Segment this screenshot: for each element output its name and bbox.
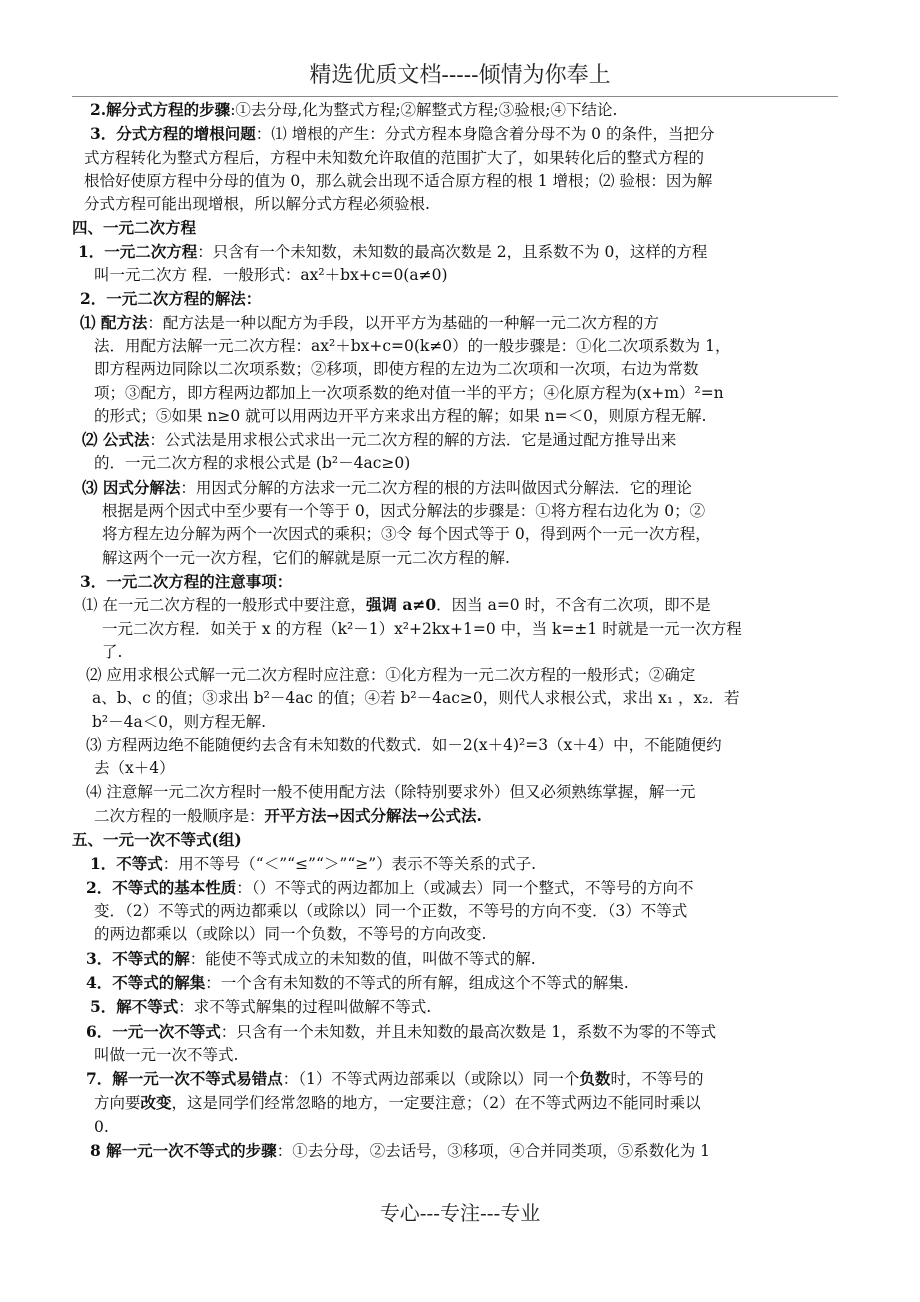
linear-inequality-text-1: ：只含有一个未知数，并且未知数的最高次数是 1，系数不为零的不等式 [220, 1022, 717, 1041]
inequality-solution-text: ：能使不等式成立的未知数的值，叫做不等式的解. [189, 949, 536, 968]
linear-inequality-line-2: 叫做一元一次不等式. [94, 1045, 239, 1064]
note-3-line-2: 去（x＋4） [94, 759, 175, 778]
solving-steps-label: 8 解一元一次不等式的步骤 [90, 1141, 277, 1161]
extraneous-roots-label: 3．分式方程的增根问题 [90, 124, 256, 144]
extraneous-roots-line-1 [90, 122, 920, 146]
quadratic-def-text-1: ：只含有一个未知数，未知数的最高次数是 2，且系数不为 0，这样的方程 [197, 242, 708, 261]
note-2-line-3: b²－4a＜0，则方程无解. [92, 712, 267, 731]
extraneous-roots-line-2: 式方程转化为整式方程后，方程中未知数允许取值的范围扩大了，如果转化后的整式方程的 [84, 148, 705, 167]
common-errors-text-2-post: ，这是同学们经常忽略的地方，一定要注意；（2）在不等式两边不能同时乘以 [171, 1094, 701, 1113]
formula-method-text-1: ：公式法是用求根公式求出一元二次方程的解的方法．它是通过配方推导出来 [149, 431, 677, 450]
completing-square-line-5: 的形式；⑤如果 n≥0 就可以用两边开平方来求出方程的解；如果 n=＜0，则原方程无解. [94, 406, 707, 425]
inequality-properties-line-2: 变．（2）不等式的两边都乘以（或除以）同一个正数，不等号的方向不变．（3）不等式 [94, 902, 688, 921]
common-errors-line-1 [86, 1067, 920, 1091]
solution-set-label: 4．不等式的解集 [86, 972, 206, 992]
note-1-text-pre: ⑴ 在一元二次方程的一般形式中要注意， [82, 596, 366, 615]
header-divider [72, 96, 838, 97]
note-2-line-2: a、b、c 的值；③求出 b²－4ac 的值；④若 b²－4ac≥0，则代人求根公式，求出 x₁ ，x₂．若 [92, 689, 740, 708]
formula-method-label: ⑵ 公式法 [82, 430, 150, 450]
inequality-properties-text-1: ：（）不等式的两边都加上（或减去）同一个整式，不等号的方向不 [236, 878, 694, 897]
extraneous-roots-text-1: ：⑴ 增根的产生：分式方程本身隐含着分母不为 0 的条件，当把分 [255, 125, 715, 144]
common-errors-text-1-post: 时，不等号的 [610, 1070, 704, 1089]
solution-set-text: ：一个含有未知数的不等式的所有解，组成这个不等式的解集. [205, 973, 629, 992]
formula-method-line-2: 的．一元二次方程的求根公式是 (b²－4ac≥0) [94, 454, 411, 473]
note-3-line-1: ⑶ 方程两边绝不能随便约去含有未知数的代数式．如－2(x＋4)²=3（x＋4）中，不能随便约 [86, 736, 722, 755]
completing-square-line-2: 法．用配方法解一元二次方程：ax²＋bx+c=0(k≠0）的一般步骤是：①化二次项系数为 1， [94, 336, 731, 355]
page-footer: 专心---专注---专业 [379, 1201, 541, 1225]
common-errors-emphasis-2: 改变 [140, 1093, 172, 1113]
note-2-line-1: ⑵ 应用求根公式解一元二次方程时应注意：①化方程为一元二次方程的一般形式；②确定 [86, 666, 696, 685]
common-errors-line-3: 0. [94, 1117, 109, 1136]
solving-steps-line [90, 1139, 920, 1163]
linear-inequality-label: 6．一元一次不等式 [86, 1021, 221, 1041]
inequality-solution-line [86, 947, 920, 971]
completing-square-text-1: ：配方法是一种以配方为手段，以开平方为基础的一种解一元二次方程的方 [147, 313, 659, 332]
note-4-line-1: ⑷ 注意解一元二次方程时一般不使用配方法（除特别要求外）但又必须熟练掌握，解一元 [86, 782, 696, 801]
factoring-method-line-2: 根据是两个因式中至少要有一个等于 0，因式分解法的步骤是：①将方程右边化为 0；② [102, 502, 706, 521]
solve-inequality-line [90, 995, 920, 1019]
common-errors-label: 7．解一元一次不等式易错点 [86, 1069, 283, 1089]
completing-square-line-4: 项；③配方，即方程两边都加上一次项系数的绝对值一半的平方；④化原方程为(x+m）²=n [94, 383, 724, 402]
inequality-properties-label: 2．不等式的基本性质 [86, 877, 237, 897]
formula-method-line-1 [82, 428, 920, 452]
linear-inequality-line-1 [86, 1020, 920, 1044]
extraneous-roots-line-3: 根恰好使原方程中分母的值为 0，那么就会出现不适合原方程的根 1 增根；⑵ 验根：因为解 [84, 171, 713, 190]
common-errors-text-2-pre: 方向要 [94, 1094, 141, 1113]
fractional-steps-line [90, 98, 920, 122]
factoring-method-text-1: ：用因式分解的方法求一元二次方程的根的方法叫做因式分解法．它的理论 [180, 478, 692, 497]
section-5-heading: 五、一元一次不等式(组) [72, 830, 242, 850]
note-1-line-3: 了. [102, 642, 123, 661]
note-1-line-1 [82, 593, 920, 617]
inequality-def-text: ：用不等号（“＜”“≤”“＞”“≥”）表示不等关系的式子. [162, 854, 537, 873]
quadratic-def-label: 1．一元二次方程 [78, 241, 198, 261]
factoring-method-line-4: 解这两个一元一次方程，它们的解就是原一元二次方程的解. [102, 548, 510, 567]
quadratic-def-line-2: 叫一元二次方 程．一般形式：ax²＋bx+c=0(a≠0) [94, 266, 448, 285]
note-1-emphasis: 强调 a≠0 [365, 595, 437, 615]
page-header-title: 精选优质文档-----倾情为你奉上 [309, 63, 611, 88]
solve-inequality-label: 5．解不等式 [90, 997, 179, 1017]
note-1-line-2: 一元二次方程．如关于 x 的方程（k²－1）x²+2kx+1=0 中，当 k=±1 时就是一元一次方程 [102, 619, 742, 638]
inequality-solution-label: 3．不等式的解 [86, 948, 190, 968]
inequality-properties-line-1 [86, 876, 920, 900]
solving-steps-text: ：①去分母，②去话号，③移项，④合并同类项，⑤系数化为 1 [276, 1142, 710, 1161]
quadratic-methods-heading: 2．一元二次方程的解法： [80, 289, 262, 309]
solve-inequality-text: ：求不等式解集的过程叫做解不等式. [178, 998, 432, 1017]
inequality-properties-line-3: 的两边都乘以（或除以）同一个负数，不等号的方向改变. [94, 925, 487, 944]
completing-square-line-1 [80, 311, 920, 335]
note-4-text-pre: 二次方程的一般顺序是： [94, 806, 265, 825]
extraneous-roots-line-4: 分式方程可能出现增根，所以解分式方程必须验根. [84, 195, 430, 214]
note-4-emphasis: 开平方法→因式分解法→公式法. [264, 805, 482, 825]
document-body [0, 98, 920, 1163]
common-errors-line-2 [94, 1091, 920, 1115]
common-errors-text-1-pre: ：（1）不等式两边部乘以（或除以）同一个 [282, 1070, 580, 1089]
fractional-steps-text: :①去分母,化为整式方程;②解整式方程;③验根;④下结论. [230, 101, 618, 119]
note-4-line-2 [94, 804, 920, 828]
inequality-def-line [90, 852, 920, 876]
factoring-method-line-1 [82, 476, 920, 500]
inequality-def-label: 1．不等式 [90, 853, 163, 873]
fractional-steps-label: 2.解分式方程的步骤 [90, 100, 231, 119]
quadratic-notes-heading: 3．一元二次方程的注意事项： [80, 571, 293, 591]
completing-square-label: ⑴ 配方法 [80, 312, 148, 332]
quadratic-def-line-1 [78, 240, 920, 264]
completing-square-line-3: 即方程两边同除以二次项系数；②移项，即使方程的左边为二次项和一次项，右边为常数 [94, 360, 699, 379]
factoring-method-label: ⑶ 因式分解法 [82, 477, 181, 497]
factoring-method-line-3: 将方程左边分解为两个一次因式的乘积；③令 每个因式等于 0，得到两个一元一次方程， [102, 525, 711, 544]
common-errors-emphasis-1: 负数 [579, 1069, 611, 1089]
solution-set-line [86, 971, 920, 995]
section-4-heading: 四、一元二次方程 [72, 218, 197, 238]
note-1-text-post: ．因当 a=0 时，不含有二次项，即不是 [436, 596, 711, 615]
